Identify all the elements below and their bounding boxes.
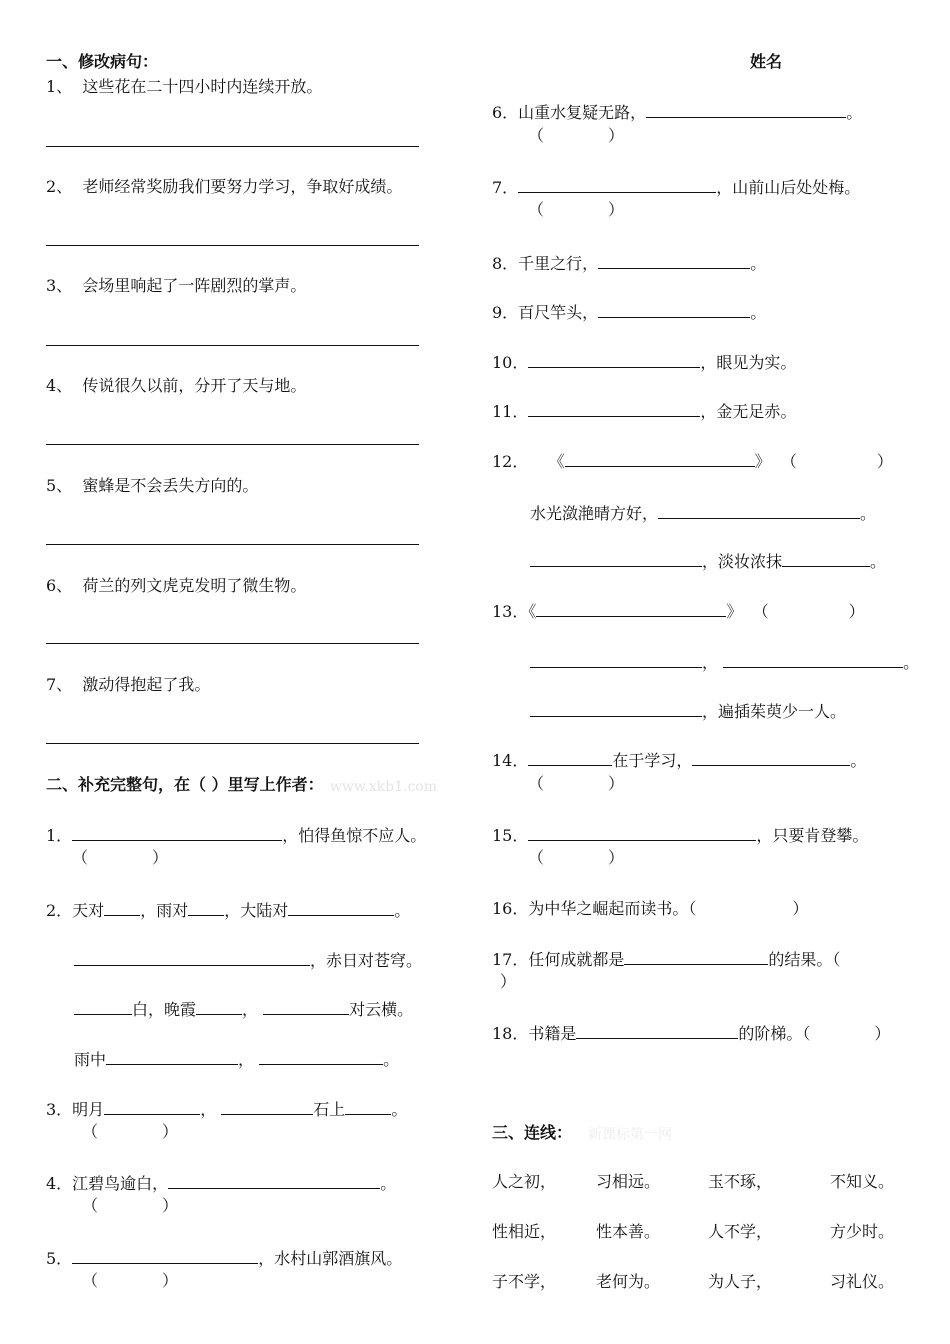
section2-title: 二、补充完整句，在（ ）里写上作者： <box>46 775 324 794</box>
r-paren-15: （ ） <box>528 848 625 867</box>
s2-item-4: 4．江碧鸟逾白， 。 <box>46 1174 397 1193</box>
name-label: 姓名 <box>750 52 783 71</box>
answer-line-3 <box>46 345 419 346</box>
match-cell: 人之初， <box>492 1172 557 1191</box>
match-cell: 习礼仪。 <box>830 1272 895 1291</box>
s2-item-3: 3．明月 ， 石上 。 <box>46 1100 408 1119</box>
r-item-8: 8．千里之行， 。 <box>492 254 767 273</box>
match-cell: 不知义。 <box>830 1172 895 1191</box>
r-item-7: 7． ，山前山后处处梅。 <box>492 178 861 197</box>
r-item-12-line2: 水光潋滟晴方好， 。 <box>530 504 877 523</box>
s1-item-2: 2、 老师经常奖励我们要努力学习，争取好成绩。 <box>46 177 403 196</box>
s2-item-1: 1． ，怕得鱼惊不应人。 <box>46 826 427 845</box>
author-paren-3: （ ） <box>82 1122 179 1141</box>
r-item-13: 13．《 》 （ ） <box>492 602 865 621</box>
answer-line-4 <box>46 444 419 445</box>
s2-item-5: 5． ，水村山郭酒旗风。 <box>46 1249 403 1268</box>
author-paren-4: （ ） <box>82 1196 179 1215</box>
s1-item-4: 4、 传说很久以前，分开了天与地。 <box>46 376 307 395</box>
r-item-12-line3: ，淡妆浓抹 。 <box>530 550 886 572</box>
answer-line-6 <box>46 643 419 644</box>
r-item-15: 15． ，只要肯登攀。 <box>492 826 869 845</box>
r-paren-14: （ ） <box>528 774 625 793</box>
answer-line-5 <box>46 544 419 545</box>
r-item-13-line2: ， 。 <box>530 651 919 673</box>
match-cell: 人不学， <box>708 1222 773 1241</box>
author-paren-5: （ ） <box>82 1271 179 1290</box>
r-item-6: 6．山重水复疑无路， 。 <box>492 103 863 122</box>
r-item-17-close: ） <box>500 972 517 991</box>
watermark-2: 新课标第一网 <box>588 1127 672 1143</box>
match-row-1 <box>492 1172 894 1192</box>
answer-line-2 <box>46 245 419 246</box>
r-paren-7: （ ） <box>528 200 625 219</box>
r-item-9: 9．百尺竿头， 。 <box>492 303 767 322</box>
r-item-17: 17．任何成就都是 的结果。（ <box>492 950 841 969</box>
s1-item-1: 1、 这些花在二十四小时内连续开放。 <box>46 77 323 96</box>
s1-item-6: 6、 荷兰的列文虎克发明了微生物。 <box>46 576 307 595</box>
s1-item-5: 5、 蜜蜂是不会丢失方向的。 <box>46 476 259 495</box>
match-cell: 玉不琢， <box>708 1172 773 1191</box>
s2-item-2-line1: 2．天对 ，雨对 ，大陆对 。 <box>46 901 411 920</box>
match-cell: 老何为。 <box>596 1272 661 1291</box>
match-cell: 为人子， <box>708 1272 773 1291</box>
s2-item-2-line4: 雨中 ， 。 <box>74 1050 400 1069</box>
r-item-18: 18．书籍是 的阶梯。（ ） <box>492 1024 891 1043</box>
r-item-11: 11． ，金无足赤。 <box>492 402 797 421</box>
r-paren-6: （ ） <box>528 126 625 145</box>
s1-item-3: 3、 会场里响起了一阵剧烈的掌声。 <box>46 276 307 295</box>
match-row-3 <box>492 1272 894 1292</box>
s2-item-2-line2: ，赤日对苍穹。 <box>74 949 422 971</box>
r-item-12: 12． 《 》 （ ） <box>492 452 893 471</box>
match-cell: 性相近， <box>492 1222 557 1241</box>
answer-line-7 <box>46 743 419 744</box>
match-cell: 方少时。 <box>830 1222 895 1241</box>
author-paren-1: （ ） <box>72 848 169 867</box>
match-cell: 子不学， <box>492 1272 557 1291</box>
r-item-13-line3: ，遍插茱萸少一人。 <box>530 700 846 722</box>
match-cell: 性本善。 <box>596 1222 661 1241</box>
answer-line-1 <box>46 146 419 147</box>
section1-title: 一、修改病句： <box>46 52 159 71</box>
match-cell: 习相远。 <box>596 1172 661 1191</box>
r-item-16: 16．为中华之崛起而读书。（ ） <box>492 899 809 918</box>
s2-item-2-line3: 白，晚霞 ， 对云横。 <box>74 998 413 1020</box>
r-item-10: 10． ，眼见为实。 <box>492 353 797 372</box>
match-row-2 <box>492 1222 894 1242</box>
s1-item-7: 7、 激动得抱起了我。 <box>46 675 211 694</box>
r-item-14: 14． 在于学习， 。 <box>492 751 867 770</box>
section3-title: 三、连线： <box>492 1123 573 1142</box>
watermark-1: www.xkb1.com <box>330 779 437 795</box>
